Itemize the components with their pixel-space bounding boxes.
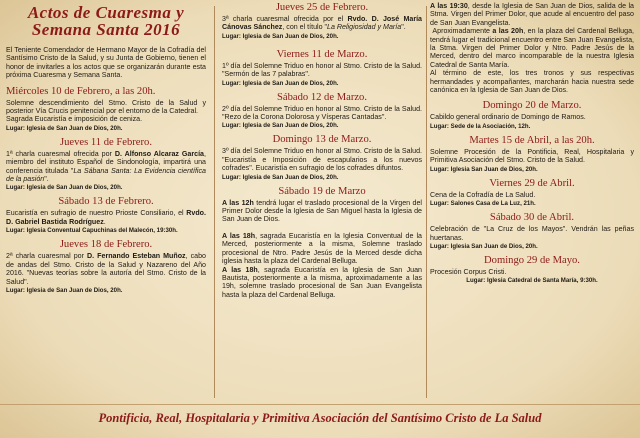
event-text: Cena de la Cofradía de La Salud. (430, 190, 536, 199)
speaker-name: D. Alfonso Alcaraz García (114, 149, 204, 158)
event-text: Eucaristía en sufragio de nuestro Prioste Consiliario, el Rvdo. D. Gabriel Bastida Rodríguez. (6, 209, 206, 226)
event-location: Lugar: Iglesia San Juan de Dios, 20h. (430, 242, 538, 250)
text-fragment: , en la plaza del Cardenal Belluga, tendrá lugar el tradicional encuentro entre San Juan Evangelista, la Stma. Virgen del Primer Dolor y Ntro. Padre Jesús de la Merced, dentro del marco incomparable de la nuestra Iglesia Catedral de Santa María. (430, 27, 634, 69)
text-fragment: , sagrada Eucaristía en la Iglesia Conventual de la Merced, posteriormente a la misma, Solemne traslado procesional de Ntro. Padre Jesús de la Merced desde dicha iglesia hasta la plaza del Cardenal Belluga. (222, 231, 422, 266)
text-fragment: , sagrada Eucaristía en la Iglesia de San Juan Bautista, posteriormente a la misma, aproximadamente a las 19h, solemne traslado procesional de San Juan Evangelista hasta la plaza del Cardenal Belluga. (222, 265, 422, 299)
text-fragment: ". (44, 175, 49, 184)
event-heading: Martes 15 de Abril, a las 20h. (469, 134, 595, 146)
event-heading: Sábado 30 de Abril. (489, 212, 575, 224)
event-heading: Sábado 13 de Febrero. (58, 196, 154, 208)
event-location: Lugar: Iglesia de San Juan de Dios, 20h. (6, 286, 123, 294)
speaker-name: Rvdo. D. José María Cánovas Sánchez (222, 15, 422, 32)
event-text: Solemne descendimiento del Stmo. Cristo de la Salud y posterior Vía Crucis penitencial por el entorno de la Catedral. (6, 98, 206, 116)
text-fragment: , con el título " (282, 23, 328, 32)
event-location: Lugar: Iglesia de San Juan de Dios, 20h. (222, 32, 339, 40)
speaker-name: D. Fernando Esteban Muñoz (87, 252, 186, 261)
text-fragment: , cabo de andas del Stmo. Cristo de la Salud y Nazareno del Año 2016. "Nuevas teorías sobre la autoría del Stmo. Cristo de la Salud". (6, 252, 206, 286)
event-location: Lugar: Iglesia de San Juan de Dios, 20h. (222, 122, 339, 130)
text-fragment: tendrá lugar el traslado procesional de la Virgen del Primer Dolor desde la Iglesia de San Miguel hasta la Iglesia de San Juan de Dios. (222, 198, 422, 224)
event-text (6, 150, 206, 184)
event-time: A las 18h (222, 265, 258, 274)
event-location: Lugar: Sede de la Asociación, 12h. (430, 122, 531, 130)
event-location: Lugar: Iglesia Catedral de Santa María, 9:30h. (466, 277, 598, 285)
event-location: Lugar: Iglesia de San Juan de Dios, 20h. (222, 173, 339, 181)
event-heading: Jueves 18 de Febrero. (59, 239, 153, 251)
event-text (222, 266, 422, 300)
event-location: Lugar: Iglesia San Juan de Dios, 20h. (430, 165, 538, 173)
event-text: Procesión Corpus Cristi. (430, 267, 507, 276)
event-location: Lugar: Iglesia Conventual Capuchinas del Malecón, 19:30h. (6, 227, 178, 235)
event-heading: Viernes 11 de Marzo. (276, 48, 368, 60)
event-heading: Domingo 29 de Mayo. (484, 254, 580, 266)
event-text: Solemne Procesión de la Pontificia, Real, Hospitalaria y Primitiva Asociación del Stmo. Cristo de la Salud. (430, 147, 634, 165)
column-right (430, 0, 634, 402)
event-time: A las 12h (222, 198, 254, 207)
event-text: 1º día del Solemne Triduo en honor al Stmo. Cristo de la Salud. "Sermón de las 7 palabras". (222, 61, 422, 79)
column-middle (222, 0, 422, 402)
event-text: Al término de este, los tres tronos y sus respectivas hermandades y acompañantes, marcharán hacia nuestra sede canónica en la Iglesia de San Juan de Dios. (430, 69, 634, 95)
talk-title: La Religiosidad y María (327, 23, 402, 32)
event-text (222, 232, 422, 266)
text-fragment: 1ª charla cuaresmal ofrecida por (6, 149, 112, 158)
event-heading: Jueves 11 de Febrero. (60, 136, 152, 148)
footer-association-name: Pontificia, Real, Hospitalaria y Primitiva Asociación del Santísimo Cristo de La Salud (0, 404, 640, 431)
event-text: Celebración de "La Cruz de los Mayos". Vendrán las peñas huertanas. (430, 225, 634, 242)
text-fragment: , miembro del instituto Español de Sindonología, impartirá una conferencia titulada " (6, 149, 206, 175)
event-heading: Viernes 29 de Abril. (489, 177, 575, 189)
column-divider (214, 6, 215, 398)
event-time: A las 19:30 (430, 2, 468, 10)
event-text (222, 199, 422, 224)
text-fragment: 3ª charla cuaresmal ofrecida por el (222, 15, 344, 23)
event-time: A las 18h (222, 231, 256, 240)
event-heading: Sábado 19 de Marzo (278, 185, 366, 197)
priest-name: Rvdo. D. Gabriel Bastida Rodríguez (6, 209, 206, 226)
event-location: Lugar: Iglesia de San Juan de Dios, 20h. (222, 79, 339, 87)
event-time: a las 20h (492, 27, 524, 36)
event-heading: Domingo 13 de Marzo. (272, 134, 372, 146)
column-divider (426, 6, 427, 398)
page-title: Actos de Cuaresma y Semana Santa 2016 (27, 3, 185, 39)
intro-paragraph: El Teniente Comendador de Hermano Mayor de la Cofradía del Santísimo Cristo de la Salud, y su Junta de Gobierno, tienen el honor de invitarles a los actos que se organizarán durante esta próxima Cuaresma y Semana Santa. (6, 46, 206, 80)
talk-title: La Sábana Santa: La Evidencia científica de la pasión (6, 166, 206, 184)
event-heading: Miércoles 10 de Febrero, a las 20h. (6, 85, 156, 97)
event-location: Lugar: Salones Casa de La Luz, 21h. (430, 200, 536, 208)
event-heading: Sábado 12 de Marzo. (276, 91, 368, 103)
event-text: 2º día del Solemne Triduo en honor al Stmo. Cristo de la Salud. "Rezo de la Corona Dolorosa y Vísperas Cantadas". (222, 104, 422, 122)
event-heading: Domingo 20 de Marzo. (482, 100, 582, 112)
event-text (430, 27, 634, 69)
event-text: Cabildo general ordinario de Domingo de Ramos. (430, 113, 586, 122)
text-fragment: , desde la Iglesia de San Juan de Dios, salida de la Stma. Virgen del Primer Dolor, que acude al encuentro del paso de San Juan Evangelista. (430, 2, 634, 27)
event-text: 3º día del Solemne Triduo en honor al Stmo. Cristo de la Salud. "Eucaristía e Imposición de escapularios a los nuevos cofrades". Eucaristía en sufragio de los cofrades difuntos. (222, 147, 422, 173)
text-fragment: ". (401, 23, 406, 32)
text-fragment: 2ª charla cuaresmal por (6, 252, 84, 261)
event-text (430, 2, 634, 27)
event-text: Sagrada Eucaristía e imposición de ceniza. (6, 115, 143, 124)
event-location: Lugar: Iglesia de San Juan de Dios, 20h. (6, 184, 123, 192)
event-location: Lugar: Iglesia de San Juan de Dios, 20h. (6, 124, 123, 132)
event-text (222, 15, 422, 32)
text-fragment: Aproximadamente (432, 27, 490, 36)
event-heading: Jueves 25 de Febrero. (275, 2, 369, 13)
event-text (6, 252, 206, 286)
text-fragment: Eucaristía en sufragio de nuestro Prioste Consiliario, el (6, 209, 184, 218)
column-left (6, 0, 206, 402)
